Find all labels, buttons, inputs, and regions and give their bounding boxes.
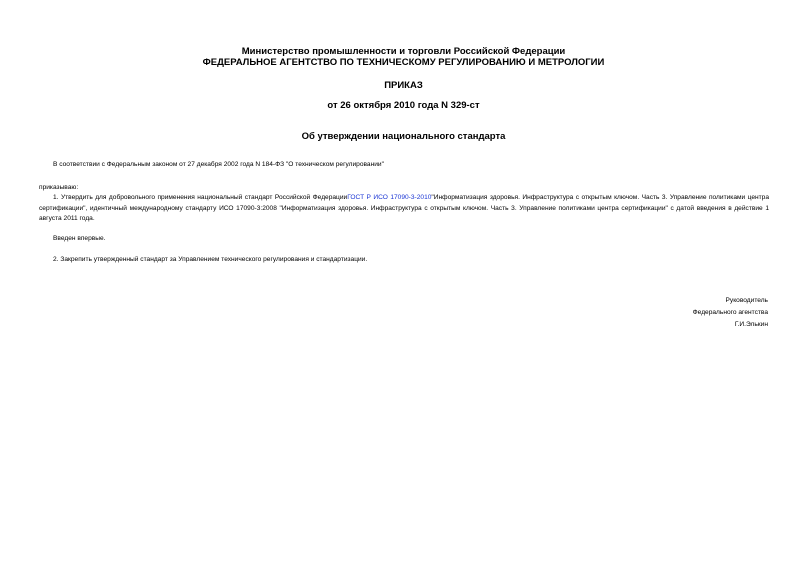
signer-title-line-2: Федерального агентства bbox=[692, 309, 768, 317]
signature-block bbox=[693, 295, 768, 332]
ministry-title: Министерство промышленности и торговли Российской Федерации bbox=[241, 46, 566, 57]
law-reference-paragraph: В соответствии с Федеральным законом от 27 декабря 2002 года N 184-ФЗ "О техническом регулировании" bbox=[53, 161, 384, 168]
signer-name: Г.И.Элькин bbox=[734, 321, 768, 329]
item-2-paragraph: 2. Закрепить утвержденный стандарт за Управлением технического регулирования и стандартизации. bbox=[53, 256, 368, 263]
order-word: приказываю: bbox=[39, 184, 79, 191]
item-1-suffix: "Информатизация здоровья. Инфраструктура с открытым ключом. Часть 3. Управление политиками центра сертификации", идентичный международному стандарту ИСО 17090-3:2008 "Информатизация здоровья. Инфраструктура с открытым ключом. Часть 3. Управление политиками центра сертификации" с датой введения в действие 1 августа 2011 года. bbox=[39, 194, 770, 223]
document-type: ПРИКАЗ bbox=[384, 80, 423, 91]
item-1-paragraph bbox=[39, 193, 769, 225]
agency-title: ФЕДЕРАЛЬНОЕ АГЕНТСТВО ПО ТЕХНИЧЕСКОМУ РЕГУЛИРОВАНИЮ И МЕТРОЛОГИИ bbox=[202, 57, 605, 68]
order-date-number: от 26 октября 2010 года N 329-ст bbox=[327, 100, 480, 111]
introduced-note: Введен впервые. bbox=[53, 235, 106, 242]
signer-title-line-1: Руководитель bbox=[725, 297, 768, 304]
standard-link[interactable]: ГОСТ Р ИСО 17090-3-2010 bbox=[347, 194, 432, 201]
order-subject: Об утверждении национального стандарта bbox=[301, 131, 506, 142]
item-1-prefix: 1. Утвердить для добровольного применения национальный стандарт Российской Федерации bbox=[53, 194, 348, 201]
